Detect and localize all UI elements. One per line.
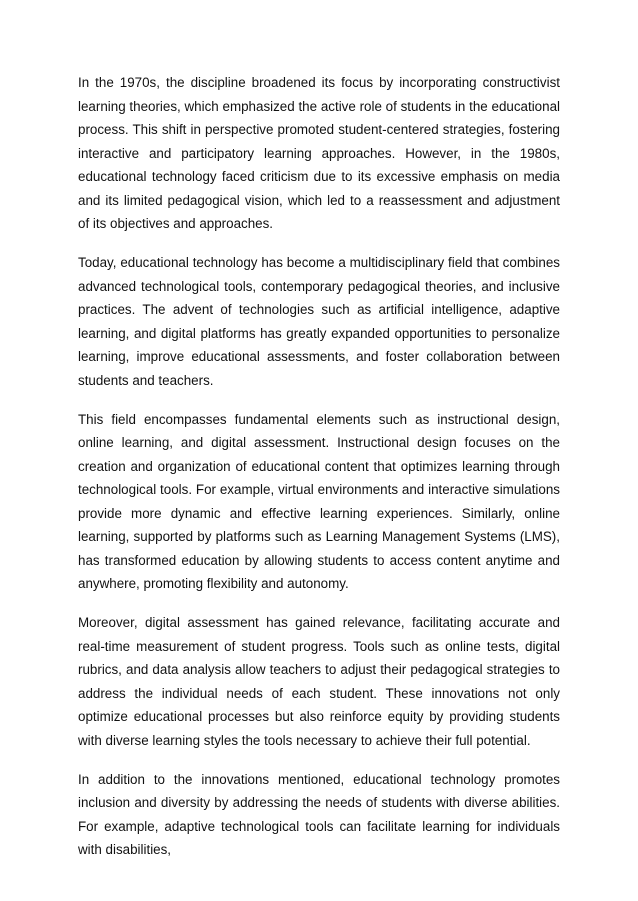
paragraph-inclusion: In addition to the innovations mentioned, educational technology promotes inclusion and diversity by addressing the needs of students with diverse abilities. For example, adaptive technological tools can facilitate learning for individuals with disabilities, <box>78 771 560 857</box>
paragraph-today: Today, educational technology has become a multidisciplinary field that combines advanced technological tools, contemporary pedagogical theories, and inclusive practices. The advent of technologies such as artificial intelligence, adaptive learning, and digital platforms has greatly expanded opportunities to personalize learning, improve educational assessments, and foster collaboration between students and teachers. <box>78 255 560 388</box>
paragraph-field-elements: This field encompasses fundamental elements such as instructional design, online learning, and digital assessment. Instructional design focuses on the creation and organization of educational content that optimizes learning through technological tools. For example, virtual environments and interactive simulations provide more dynamic and effective learning experiences. Similarly, online learning, supported by platforms such as Learning Management Systems (LMS), has transformed education by allowing students to access content anytime and anywhere, promoting flexibility and autonomy. <box>78 411 560 591</box>
paragraph-digital-assessment: Moreover, digital assessment has gained relevance, facilitating accurate and real-time measurement of student progress. Tools such as online tests, digital rubrics, and data analysis allow teachers to adjust their pedagogical strategies to address the individual needs of each student. These innovations not only optimize educational processes but also reinforce equity by providing students with diverse learning styles the tools necessary to achieve their full potential. <box>78 615 560 748</box>
paragraph-1970s: In the 1970s, the discipline broadened its focus by incorporating constructivist learning theories, which emphasized the active role of students in the educational process. This shift in perspective promoted student-centered strategies, fostering interactive and participatory learning approaches. However, in the 1980s, educational technology faced criticism due to its excessive emphasis on media and its limited pedagogical vision, which led to a reassessment and adjustment of its objectives and approaches. <box>78 75 560 231</box>
